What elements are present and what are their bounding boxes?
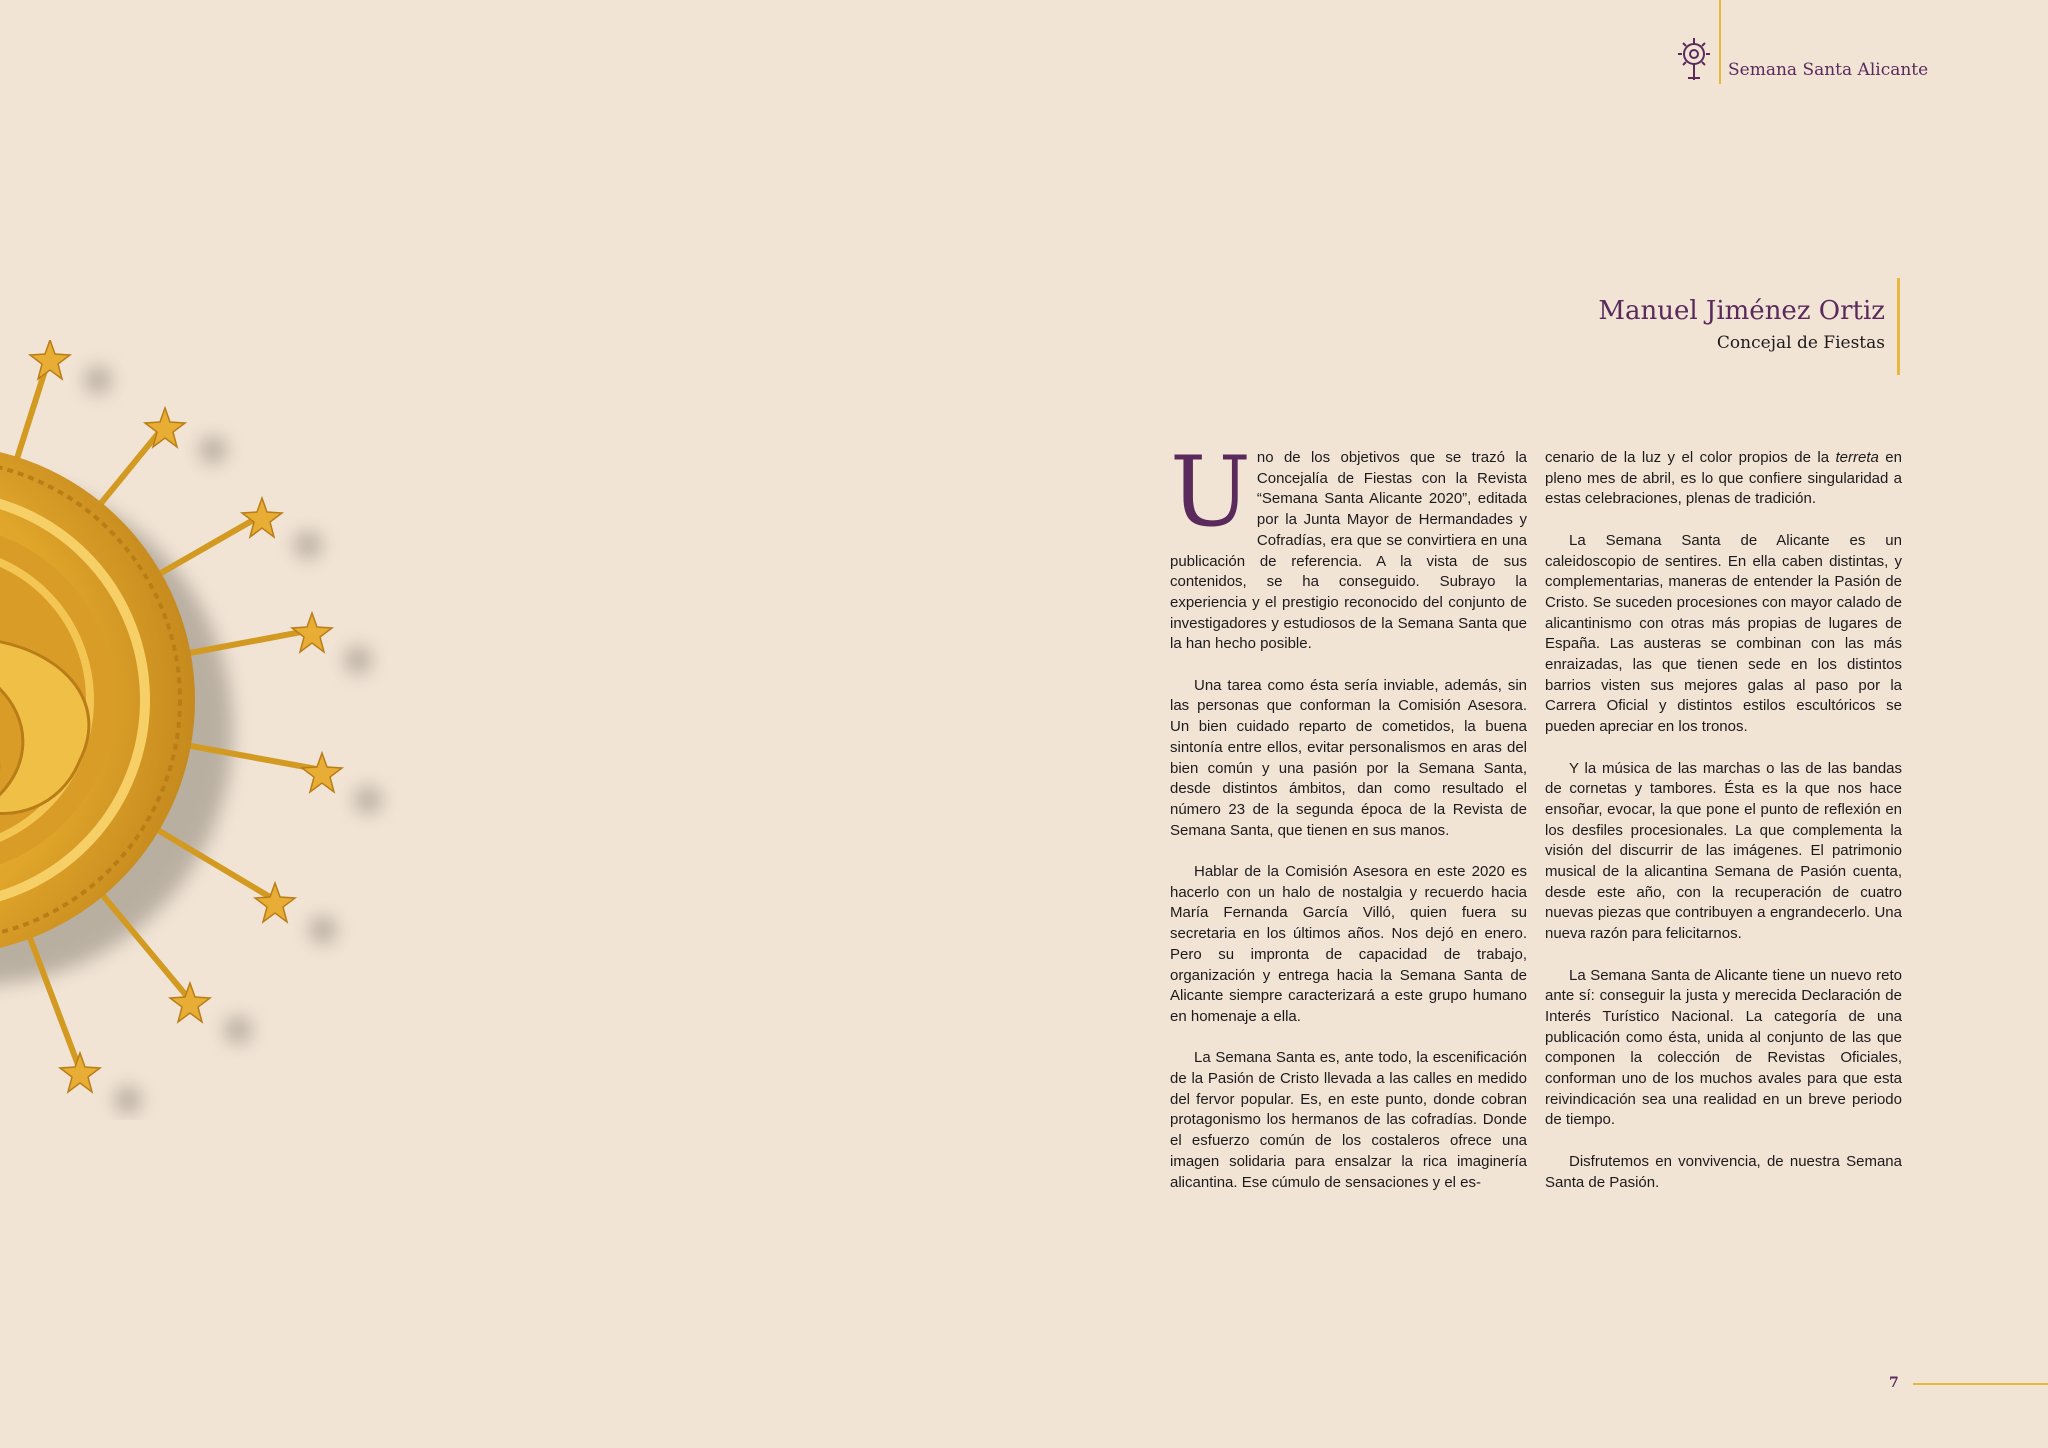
author-role: Concejal de Fiestas <box>1716 333 1885 353</box>
cofradia-emblem-icon <box>1676 34 1712 82</box>
article-paragraph: Y la música de las marchas o las de las bandas de cornetas y tambores. Ésta es la que nos hace ensoñar, evocar, la que pone el punto de reflexión en los desfiles procesionales. La que complementa la visión del discurrir de las imágenes. El patrimonio musical de la alicantina Semana de Pasión cuenta, desde este año, con la recuperación de cuatro nuevas piezas que contribuyen a engrandecerlo. Una nueva razón para felicitarnos. <box>1545 759 1902 943</box>
article-column-1 <box>1170 436 1527 1214</box>
author-name: Manuel Jiménez Ortiz <box>1598 296 1885 326</box>
italic-term: terreta <box>1835 449 1879 466</box>
publication-title: Semana Santa Alicante <box>1728 60 1929 80</box>
footer-divider <box>1913 1383 2048 1385</box>
article-paragraph: Hablar de la Comisión Asesora en este 2020 es hacerlo con un halo de nostalgia y recuerdo hacia María Fernanda García Villó, quien fuera su secretaria en los últimos años. Nos dejó en enero. Pero su impronta de capacidad de trabajo, organización y entrega hacia la Semana Santa de Alicante siempre caracterizará a este grupo humano en homenaje a ella. <box>1170 863 1527 1025</box>
article-paragraph: La Semana Santa de Alicante es un caleidoscopio de sentires. En ella caben distintas, y complementarias, maneras de entender la Pasión de Cristo. Se suceden procesiones con mayor calado de alicantinismo con otras más propias de lugares de España. Las austeras se combinan con las más enraizadas, las que tienen sede en los distintos barrios visten sus mejores galas al paso por la Carrera Oficial y distintos estilos escultóricos se pueden apreciar en los tronos. <box>1545 531 1902 736</box>
article-paragraph: Una tarea como ésta sería inviable, además, sin las personas que conforman la Comisión Asesora. Un bien cuidado reparto de cometidos, la buena sintonía entre ellos, evitar personalismos en aras del bien común y una pasión por la Semana Santa, desde distintos ámbitos, dan como resultado el número 23 de la segunda época de la Revista de Semana Santa, que tienen en sus manos. <box>1170 676 1527 839</box>
article-paragraph: La Semana Santa de Alicante tiene un nuevo reto ante sí: conseguir la justa y merecida Declaración de Interés Turístico Nacional. La categoría de una publicación como ésta, unida al conjunto de las que componen la colección de Revistas Oficiales, conforman uno de los muchos avales para que esta reivindicación sea una realidad en un breve periodo de tiempo. <box>1545 966 1902 1129</box>
article-paragraph: La Semana Santa es, ante todo, la escenificación de la Pasión de Cristo llevada a las calles en medido del fervor popular. Es, en este punto, donde cobran protagonismo los hermanos de las cofradías. Donde el esfuerzo común de los costaleros ofrece una imagen solidaria para ensalzar la rica imaginería alicantina. Ese cúmulo de sensaciones y el es- <box>1170 1049 1527 1191</box>
article-column-2 <box>1545 448 1902 1214</box>
author-divider <box>1897 278 1900 375</box>
header-divider <box>1719 0 1721 84</box>
drop-cap: U <box>1170 436 1251 548</box>
article-paragraph: cenario de la luz y el color propios de la terreta en pleno mes de abril, es lo que confiere singularidad a estas celebraciones, plenas de tradición. <box>1545 449 1902 508</box>
article-paragraph: Disfrutemos en vonvivencia, de nuestra Semana Santa de Pasión. <box>1545 1152 1902 1191</box>
golden-halo-ornament-icon <box>0 340 400 1120</box>
article-paragraph: Uno de los objetivos que se trazó la Concejalía de Fiestas con la Revista “Semana Santa Alicante 2020”, editada por la Junta Mayor de Hermandades y Cofradías, era que se convirtiera en una publicación de referencia. A la vista de sus contenidos, se ha conseguido. Subrayo la experiencia y el prestigio reconocido del conjunto de investigadores y estudiosos de la Semana Santa que la han hecho posible. <box>1170 436 1527 653</box>
page-number: 7 <box>1889 1375 1899 1391</box>
